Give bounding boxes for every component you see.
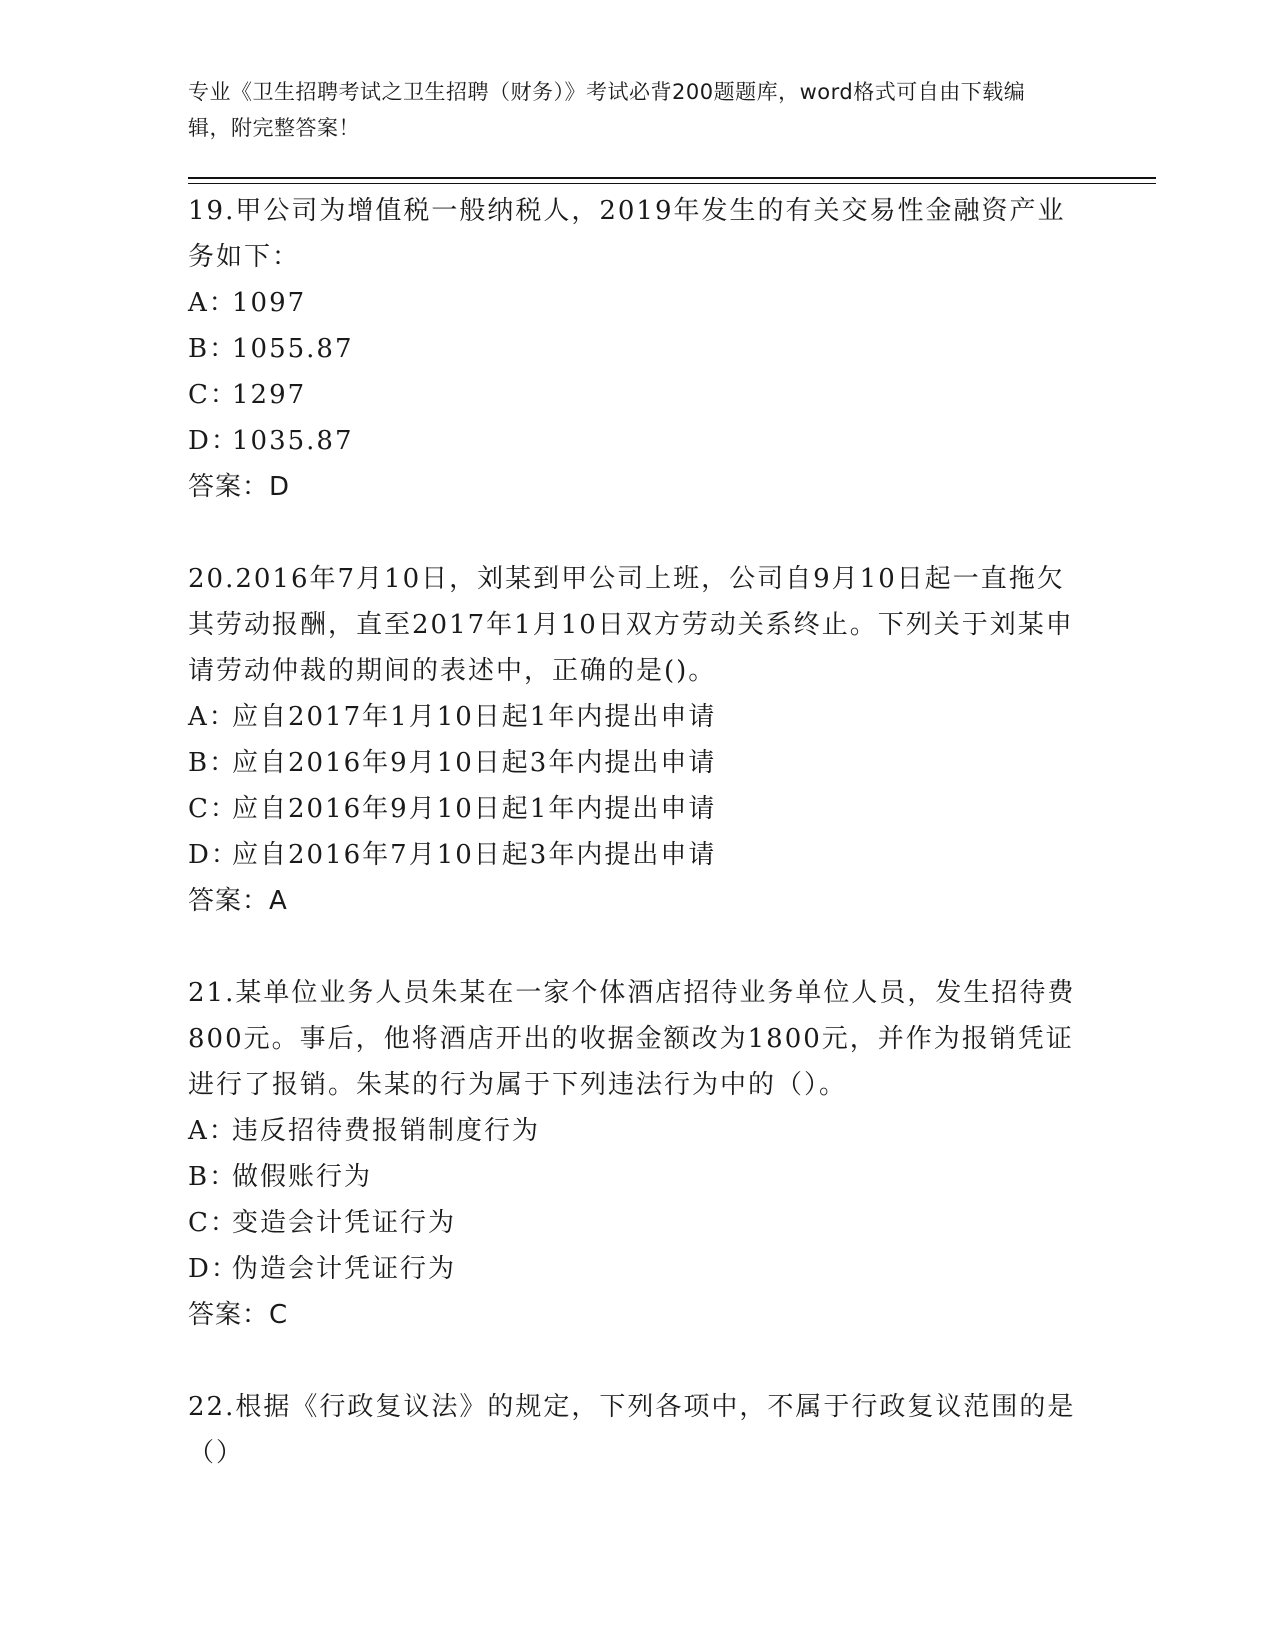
option-key: B：	[188, 1162, 238, 1192]
option-value: 应自2016年9月10日起1年内提出申请	[232, 794, 717, 824]
option-c	[188, 1200, 1088, 1246]
answer-line: 答案：C	[188, 1300, 289, 1330]
option-value: 1297	[232, 380, 307, 410]
question-text: 22.根据《行政复议法》的规定，下列各项中，不属于行政复议范围的是（）	[188, 1392, 1076, 1468]
option-c	[188, 786, 1088, 832]
question-19	[188, 188, 1088, 510]
option-key: D：	[188, 1254, 239, 1284]
option-d	[188, 1246, 1088, 1292]
option-key: D：	[188, 426, 239, 456]
option-d	[188, 832, 1088, 878]
option-key: A：	[188, 1116, 237, 1146]
question-20	[188, 556, 1088, 924]
option-b	[188, 740, 1088, 786]
option-value: 1097	[232, 288, 307, 318]
question-text: 20.2016年7月10日，刘某到甲公司上班，公司自9月10日起一直拖欠其劳动报酬，直至2017年1月10日双方劳动关系终止。下列关于刘某申请劳动仲裁的期间的表述中，正确的是()。	[188, 564, 1074, 686]
option-d	[188, 418, 1088, 464]
option-key: A：	[188, 288, 237, 318]
question-list	[188, 188, 1088, 1522]
option-value: 伪造会计凭证行为	[232, 1254, 457, 1284]
option-key: D：	[188, 840, 239, 870]
option-value: 应自2017年1月10日起1年内提出申请	[232, 702, 717, 732]
question-21	[188, 970, 1088, 1338]
option-a	[188, 1108, 1088, 1154]
question-22	[188, 1384, 1088, 1476]
question-text: 19.甲公司为增值税一般纳税人，2019年发生的有关交易性金融资产业务如下：	[188, 196, 1066, 272]
option-value: 应自2016年7月10日起3年内提出申请	[232, 840, 717, 870]
option-key: C：	[188, 794, 238, 824]
option-key: B：	[188, 334, 238, 364]
option-value: 做假账行为	[232, 1162, 373, 1192]
answer-line: 答案：D	[188, 472, 291, 502]
answer-line: 答案：A	[188, 886, 288, 916]
option-key: C：	[188, 380, 238, 410]
option-a	[188, 280, 1088, 326]
option-a	[188, 694, 1088, 740]
option-b	[188, 1154, 1088, 1200]
option-value: 变造会计凭证行为	[232, 1208, 457, 1238]
option-value: 违反招待费报销制度行为	[232, 1116, 541, 1146]
option-key: A：	[188, 702, 237, 732]
question-text: 21.某单位业务人员朱某在一家个体酒店招待业务单位人员，发生招待费800元。事后，他将酒店开出的收据金额改为1800元，并作为报销凭证进行了报销。朱某的行为属于下列违法行为中的（）。	[188, 978, 1076, 1100]
header-divider-thick	[188, 177, 1156, 179]
option-value: 1055.87	[232, 334, 354, 364]
option-c	[188, 372, 1088, 418]
header-divider-thin	[188, 183, 1156, 184]
option-value: 1035.87	[232, 426, 354, 456]
option-b	[188, 326, 1088, 372]
option-key: B：	[188, 748, 238, 778]
option-key: C：	[188, 1208, 238, 1238]
document-header: 专业《卫生招聘考试之卫生招聘（财务）》考试必背200题题库，word格式可自由下载编辑，附完整答案！	[188, 80, 1026, 140]
option-value: 应自2016年9月10日起3年内提出申请	[232, 748, 717, 778]
